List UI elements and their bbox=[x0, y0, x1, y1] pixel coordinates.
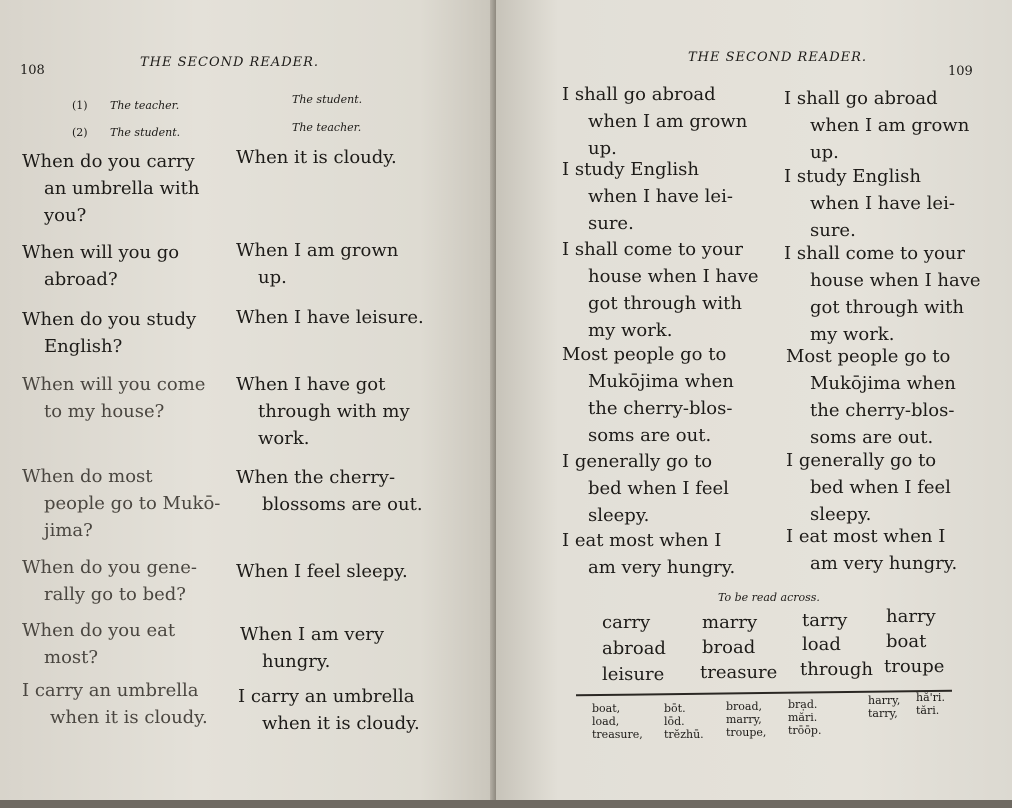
running-head-right: THE SECOND READER. bbox=[688, 50, 868, 65]
question-5: When do most people go to Mukō- jima? bbox=[22, 466, 221, 541]
statement-1-a: I shall go abroad when I am grown up. bbox=[562, 84, 748, 159]
word-cell: treasure bbox=[700, 662, 778, 683]
question-6: When do you gene- rally go to bed? bbox=[22, 557, 197, 605]
word-cell: harry bbox=[886, 606, 936, 627]
read-across-label: To be read across. bbox=[718, 591, 820, 604]
word-cell: tarry bbox=[802, 610, 848, 631]
answer-3: When I have leisure. bbox=[236, 307, 424, 328]
role-row1-left: The teacher. bbox=[110, 99, 180, 112]
word-cell: boat bbox=[886, 631, 927, 652]
page-number-left: 108 bbox=[20, 63, 45, 78]
statement-5-a: I generally go to bed when I feel sleepy. bbox=[562, 451, 729, 526]
answer-7: When I am very hungry. bbox=[240, 624, 385, 672]
role-row2-number: (2) bbox=[72, 126, 88, 139]
statement-6-b: I eat most when I am very hungry. bbox=[786, 526, 958, 574]
footnote-col-6: hă'ri. tări. bbox=[916, 691, 945, 717]
word-cell: load bbox=[802, 634, 841, 655]
statement-3-b: I shall come to your house when I have got through with my work. bbox=[784, 243, 981, 345]
word-cell: leisure bbox=[602, 664, 665, 685]
question-4: When will you come to my house? bbox=[22, 374, 206, 422]
statement-3-a: I shall come to your house when I have got through with my work. bbox=[562, 239, 759, 341]
word-cell: marry bbox=[702, 612, 758, 633]
running-head-left: THE SECOND READER. bbox=[140, 55, 320, 70]
answer-6: When I feel sleepy. bbox=[236, 561, 408, 582]
role-row1-number: (1) bbox=[72, 99, 88, 112]
answer-2: When I am grown up. bbox=[236, 240, 399, 288]
statement-1-b: I shall go abroad when I am grown up. bbox=[784, 88, 970, 163]
word-cell: broad bbox=[702, 637, 756, 658]
footnote-col-5: harry, tarry, bbox=[868, 694, 901, 720]
statement-2-a: I study English when I have lei- sure. bbox=[562, 159, 733, 234]
question-3: When do you study English? bbox=[22, 309, 197, 357]
word-cell: carry bbox=[602, 612, 651, 633]
statement-2-b: I study English when I have lei- sure. bbox=[784, 166, 955, 241]
answer-1: When it is cloudy. bbox=[236, 147, 397, 168]
statement-6-a: I eat most when I am very hungry. bbox=[562, 530, 736, 578]
footnote-col-2: bōt. lōd. trĕzhū. bbox=[664, 702, 704, 741]
statement-5-b: I generally go to bed when I feel sleepy. bbox=[786, 450, 951, 525]
statement-4-b: Most people go to Mukōjima when the cherry-blos- soms are out. bbox=[786, 346, 956, 448]
word-cell: troupe bbox=[884, 656, 945, 677]
word-cell: through bbox=[800, 659, 873, 680]
page-number-right: 109 bbox=[948, 64, 973, 79]
statement-4-a: Most people go to Mukōjima when the cherry-blos- soms are out. bbox=[562, 344, 734, 446]
footnote-col-3: broad, marry, troupe, bbox=[726, 700, 767, 739]
question-2: When will you go abroad? bbox=[22, 242, 180, 290]
left-page bbox=[0, 0, 496, 800]
word-cell: abroad bbox=[602, 638, 666, 659]
sentence-8-left: I carry an umbrella when it is cloudy. bbox=[22, 680, 208, 728]
sentence-8-right: I carry an umbrella when it is cloudy. bbox=[238, 686, 420, 734]
answer-4: When I have got through with my work. bbox=[236, 374, 410, 449]
question-1: When do you carry an umbrella with you? bbox=[22, 151, 200, 226]
role-row1-right: The student. bbox=[292, 93, 363, 106]
question-7: When do you eat most? bbox=[22, 620, 176, 668]
right-page bbox=[496, 0, 1012, 800]
role-row2-left: The student. bbox=[110, 126, 181, 139]
footnote-col-4: brạd. mări. trōōp. bbox=[788, 698, 822, 737]
answer-5: When the cherry- blossoms are out. bbox=[236, 467, 423, 515]
footnote-col-1: boat, load, treasure, bbox=[592, 702, 643, 741]
role-row2-right: The teacher. bbox=[292, 121, 362, 134]
